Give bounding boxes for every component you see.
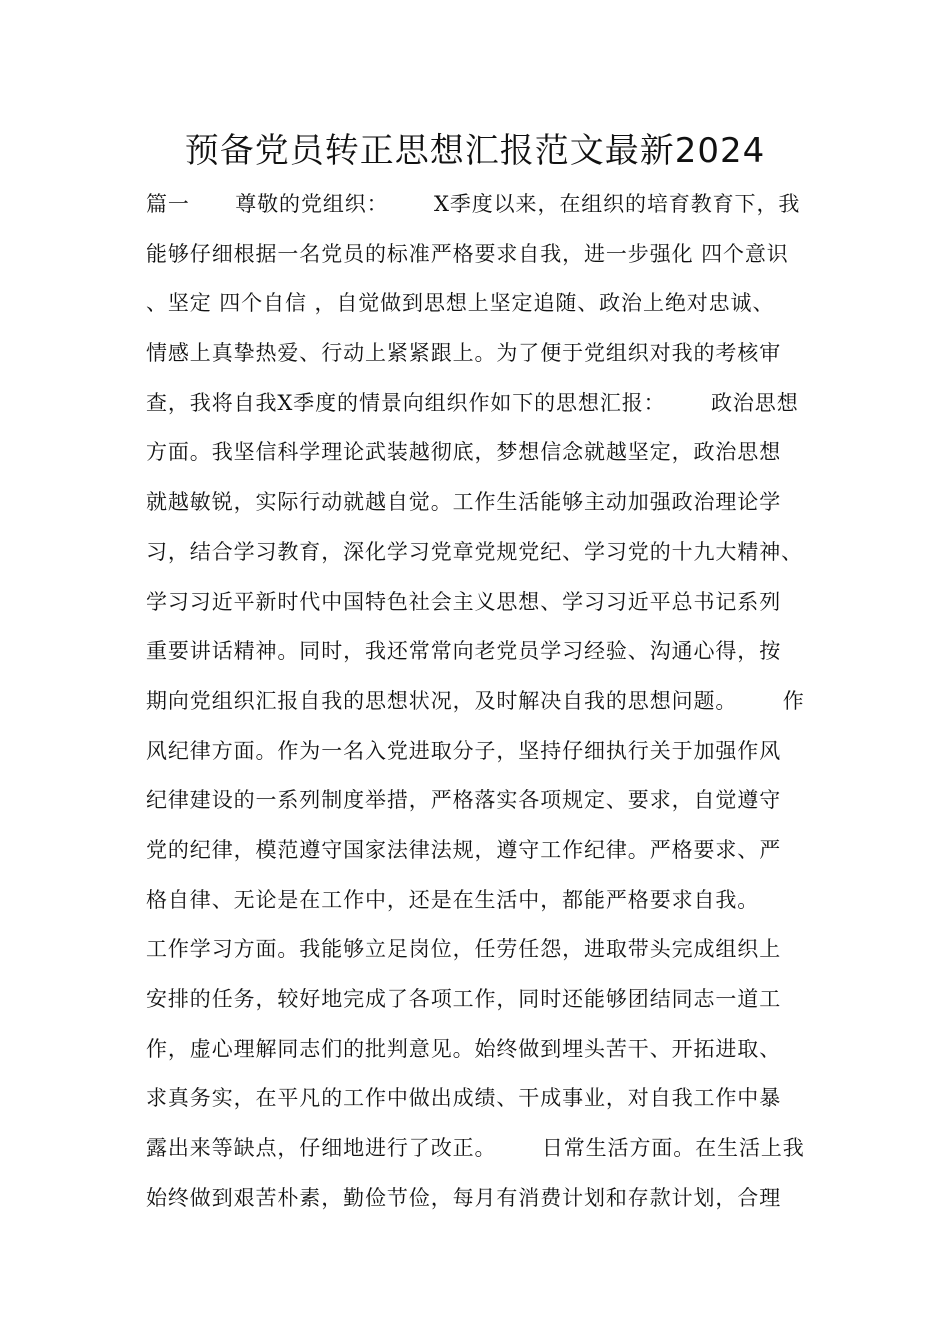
document-body	[146, 180, 846, 1223]
body-line: 情感上真挚热爱、行动上紧紧跟上。为了便于党组织对我的考核审	[146, 341, 782, 366]
body-line: 纪律建设的一系列制度举措，严格落实各项规定、要求，自觉遵守	[146, 788, 782, 813]
body-line: 篇一 尊敬的党组织： X季度以来，在组织的培育教育下，我	[146, 192, 801, 216]
body-line: 、坚定 四个自信 ，自觉做到思想上坚定追随、政治上绝对忠诚、	[146, 291, 775, 316]
body-line: 查，我将自我X季度的情景向组织作如下的思想汇报： 政治思想	[146, 390, 799, 415]
body-line: 格自律、无论是在工作中，还是在生活中，都能严格要求自我。	[146, 887, 760, 912]
body-line: 重要讲话精神。同时，我还常常向老党员学习经验、沟通心得，按	[146, 639, 782, 664]
body-line: 安排的任务，较好地完成了各项工作，同时还能够团结同志一道工	[146, 987, 782, 1011]
body-line: 就越敏锐，实际行动就越自觉。工作生活能够主动加强政治理论学	[146, 490, 782, 515]
body-line: 始终做到艰苦朴素，勤俭节俭，每月有消费计划和存款计划，合理	[146, 1185, 782, 1210]
body-line: 期向党组织汇报自我的思想状况，及时解决自我的思想问题。 作	[146, 688, 805, 713]
body-line: 作，虚心理解同志们的批判意见。始终做到埋头苦干、开拓进取、	[146, 1036, 782, 1061]
body-line: 工作学习方面。我能够立足岗位，任劳任怨，进取带头完成组织上	[146, 937, 782, 962]
body-line: 露出来等缺点，仔细地进行了改正。 日常生活方面。在生活上我	[146, 1136, 805, 1161]
body-line: 学习习近平新时代中国特色社会主义思想、学习习近平总书记系列	[146, 589, 782, 614]
body-line: 求真务实，在平凡的工作中做出成绩、干成事业，对自我工作中暴	[146, 1086, 782, 1111]
body-line: 习，结合学习教育，深化学习党章党规党纪、学习党的十九大精神、	[146, 539, 803, 564]
document-title: 预备党员转正思想汇报范文最新2024	[184, 131, 766, 171]
body-line: 方面。我坚信科学理论武装越彻底，梦想信念就越坚定，政治思想	[146, 440, 782, 465]
body-line: 风纪律方面。作为一名入党进取分子，坚持仔细执行关于加强作风	[146, 738, 782, 763]
body-line: 能够仔细根据一名党员的标准严格要求自我，进一步强化 四个意识	[146, 241, 789, 266]
body-line: 党的纪律，模范遵守国家法律法规，遵守工作纪律。严格要求、严	[146, 837, 782, 862]
